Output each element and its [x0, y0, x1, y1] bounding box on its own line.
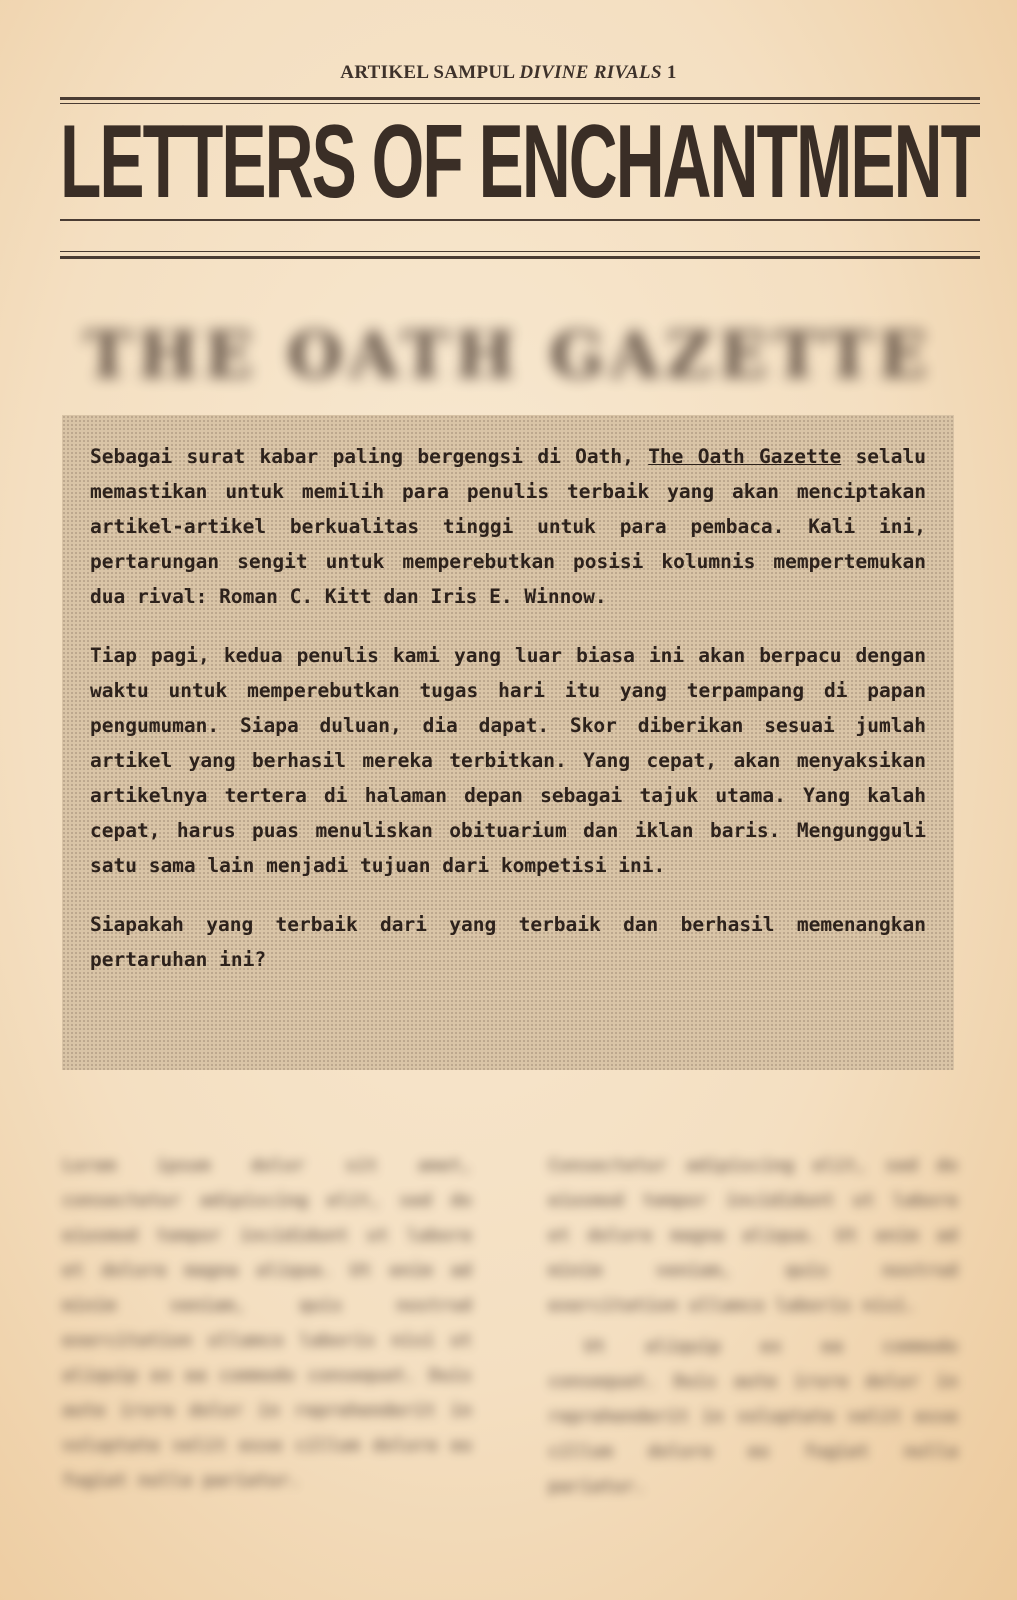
top-rule-thick: [60, 97, 980, 100]
article-paragraph-1: [90, 439, 926, 614]
cover-article-kicker: [0, 62, 1017, 84]
blurred-column-right: [548, 1148, 958, 1504]
blurred-column-left: [62, 1148, 472, 1498]
masthead: [60, 112, 980, 212]
double-rule-thick: [60, 256, 980, 259]
article-paragraph-2: Tiap pagi, kedua penulis kami yang luar biasa ini akan berpacu dengan waktu untuk memperebutkan tugas hari itu yang terpampang di papan pengumuman. Siapa duluan, dia dapat. Skor diberikan sesuai jumlah artikel yang berhasil mereka terbitkan. Yang cepat, akan menyaksikan artikelnya tertera di halaman depan sebagai tajuk utama. Yang kalah cepat, harus puas menuliskan obituarium dan iklan baris. Mengungguli satu sama lain menjadi tujuan dari kompetisi ini.: [90, 644, 926, 877]
right-column-text-1: Consectetur adipiscing elit, sed do eiusmod tempor incididunt ut labore et dolore magna aliqua. Ut enim ad minim veniam, quis nostrud exercitation ullamco laboris nisi.: [548, 1155, 958, 1316]
article-paragraph-3: Siapakah yang terbaik dari yang terbaik dan berhasil memenangkan pertaruhan ini?: [90, 913, 926, 971]
article-box: [62, 415, 954, 1070]
right-column-text-2: Ut aliquip ex ea commodo consequat. Duis aute irure dolor in reprehenderit in voluptate velit esse cillum dolore eu fugiat nulla pariatur.: [548, 1336, 958, 1497]
top-rule-thin: [60, 103, 980, 104]
paragraph-1-start: Sebagai surat kabar paling bergengsi di Oath,: [90, 445, 634, 468]
masthead-title: LETTERS OF ENCHANTMENT: [60, 112, 980, 212]
paragraph-1-rest: selalu memastikan untuk memilih para penulis terbaik yang akan menciptakan artikel-artikel berkualitas tinggi untuk para pembaca. Kali ini, pertarungan sengit untuk memperebutkan posisi kolumnis mempertemukan dua rival: Roman C. Kitt dan Iris E. Winnow.: [90, 445, 927, 608]
double-rule-thin: [60, 251, 980, 252]
kicker-number: 1: [666, 62, 677, 83]
kicker-prefix: ARTIKEL SAMPUL: [340, 62, 515, 83]
left-column-text: Lorem ipsum dolor sit amet, consectetur adipiscing elit, sed do eiusmod tempor incididunt ut labore et dolore magna aliqua. Ut enim ad minim veniam, quis nostrud exercitation ullamco laboris nisi ut aliquip ex ea commodo consequat. Duis aute irure dolor in reprehenderit in voluptate velit esse cillum dolore eu fugiat nulla pariatur.: [62, 1155, 472, 1491]
blurred-newspaper-title: THE OATH GAZETTE: [84, 318, 933, 393]
gazette-name: The Oath Gazette: [648, 445, 842, 468]
kicker-book-title: DIVINE RIVALS: [519, 62, 662, 83]
masthead-bottom-rule: [60, 219, 980, 221]
